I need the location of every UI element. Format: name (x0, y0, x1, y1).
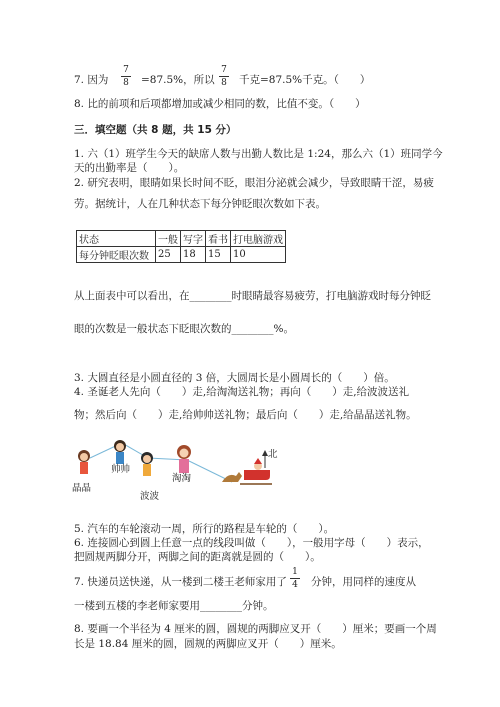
fraction-numerator: 7 (221, 65, 227, 75)
fill-q7-prefix: 7. 快递员送快递，从一楼到二楼王老师家用了 (74, 576, 287, 588)
kid-taotao-icon (177, 445, 191, 473)
fraction-denominator: 8 (123, 78, 129, 88)
fraction-denominator: 8 (221, 78, 227, 88)
kid-bobo-icon (141, 452, 153, 476)
table-cell: 18 (181, 247, 206, 263)
label-shuaishuai: 帅帅 (111, 464, 131, 475)
fill-q6-line2: 把圆规两脚分开，两脚之间的距离就是圆的（ ）。 (74, 551, 321, 563)
fill-q6-line1: 6. 连接圆心到圆上任意一点的线段叫做（ ），一般用字母（ ）表示， (74, 537, 429, 549)
fill-q2-line4: 眼的次数是一般状态下眨眼次数的________%。 (74, 323, 294, 335)
table-row (77, 247, 286, 263)
q7-middle: =87.5%，所以 (141, 74, 215, 86)
fill-q4-line2: 物；然后向（ ）走,给帅帅送礼物；最后向（ ）走,给晶晶送礼物。 (74, 409, 417, 421)
table-header-cell: 看书 (206, 231, 231, 247)
fill-q2-line2: 劳。据统计，人在几种状态下每分钟眨眼次数如下表。 (74, 198, 326, 210)
fill-q7-suffix: 分钟，用同样的速度从 (311, 576, 416, 588)
fill-q3-text: 3. 大圆直径是小圆直径的 3 倍，大圆周长是小圆周长的（ ）倍。 (74, 372, 395, 384)
table-cell: 25 (156, 247, 181, 263)
label-jingjing: 晶晶 (72, 483, 92, 494)
blink-rate-table (76, 230, 286, 263)
fill-q1-line1: 1. 六（1）班学生今天的缺席人数与出勤人数比是 1:24，那么六（1）班同学今 (74, 148, 443, 160)
kid-jingjing-icon (78, 450, 90, 474)
label-north: 北 (268, 449, 278, 460)
label-taotao: 淘淘 (172, 473, 192, 484)
q7-prefix: 7. 因为 (74, 74, 109, 86)
fill-q8-line1: 8. 要画一个半径为 4 厘米的圆，圆规的两脚应叉开（ ）厘米；要画一个周 (74, 623, 437, 635)
q7-suffix: 千克=87.5%千克。（ ） (239, 74, 371, 86)
table-header-cell: 一般 (156, 231, 181, 247)
fill-q8-line2: 长是 18.84 厘米的圆，圆规的两脚应叉开（ ）厘米。 (74, 638, 342, 650)
table-cell: 15 (206, 247, 231, 263)
q8-text: 8. 比的前项和后项都增加或减少相同的数，比值不变。（ ） (74, 98, 366, 110)
fraction-numerator: 1 (292, 567, 298, 577)
section-heading: 三．填空题（共 8 题，共 15 分） (74, 124, 237, 136)
label-bobo: 波波 (140, 491, 160, 502)
fill-q4-line1: 4. 圣诞老人先向（ ）走,给淘淘送礼物；再向（ ）走,给波波送礼 (74, 386, 410, 398)
fraction-numerator: 7 (123, 65, 129, 75)
fraction-1-4 (289, 567, 301, 590)
fraction-denominator: 4 (292, 580, 298, 590)
fill-q7-line2: 一楼到五楼的李老师家要用________分钟。 (74, 600, 274, 612)
table-header-cell: 状态 (77, 231, 156, 247)
table-header-cell: 打电脑游戏 (231, 231, 286, 247)
fill-q1-line2: 天的出勤率是（ ）。 (74, 162, 185, 174)
table-cell: 10 (231, 247, 286, 263)
direction-figure (72, 438, 302, 502)
table-header-row (77, 231, 286, 247)
fill-q2-line3: 从上面表中可以看出，在________时眼睛最容易疲劳，打电脑游戏时每分钟眨 (74, 290, 431, 302)
fill-q2-line1: 2. 研究表明，眼睛如果长时间不眨，眼泪分泌就会减少，导致眼睛干涩，易疲 (74, 177, 434, 189)
fraction-7-8-second (218, 65, 230, 88)
fraction-7-8 (120, 65, 132, 88)
table-header-cell: 写字 (181, 231, 206, 247)
fill-q5-text: 5. 汽车的车轮滚动一周，所行的路程是车轮的（ ）。 (74, 523, 335, 535)
table-cell: 每分钟眨眼次数 (77, 247, 156, 263)
